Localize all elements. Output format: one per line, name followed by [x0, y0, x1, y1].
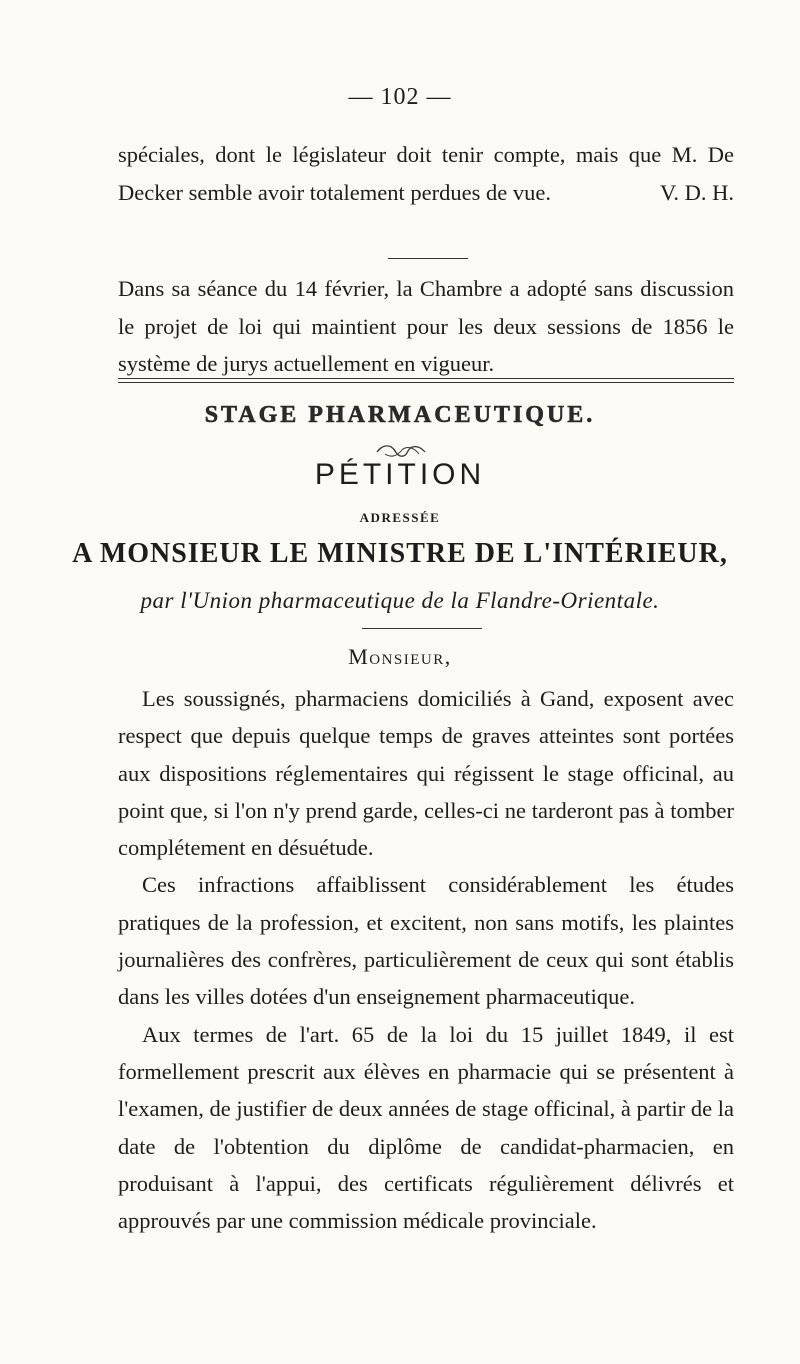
intro-line-2: [118, 174, 734, 212]
petition-paragraph-3: Aux termes de l'art. 65 de la loi du 15 juillet 1849, il est formellement prescrit aux élèves en pharmacie qui se présentent à l'examen, de justifier de deux années de stage officinal, à partir de la date de l'obtention du diplôme de candidat-pharmacien, en produisant à l'appui, des certificats régulièrement délivrés et approuvés par une commission médicale provinciale.: [118, 1021, 734, 1234]
intro-line-1: spéciales, dont le législateur doit tenir compte, mais que M. De: [118, 142, 734, 167]
petition-recipient: A MONSIEUR LE MINISTRE DE L'INTÉRIEUR,: [72, 538, 728, 569]
section-heading: STAGE PHARMACEUTIQUE.: [204, 402, 596, 428]
section-divider: [118, 378, 734, 383]
petition-addressed: ADRESSÉE: [359, 510, 441, 525]
intro-line-2-text: Decker semble avoir totalement perdues de vue.: [118, 179, 551, 205]
page-number: — 102 —: [348, 84, 452, 110]
petition-signatories: par l'Union pharmaceutique de la Flandre-Orientale.: [140, 588, 660, 613]
salutation: Monsieur,: [348, 644, 452, 669]
author-signature: V. D. H.: [660, 179, 734, 205]
petition-body: [118, 680, 734, 1239]
intro-paragraph: [118, 136, 734, 211]
petition-paragraph-2: Ces infractions affaiblissent considérablement les études pratiques de la profession, et excitent, non sans motifs, les plaintes journalières des confrères, particulièrement de ceux qui sont établis dans les villes dotées d'un enseignement pharmaceutique.: [118, 872, 734, 1010]
short-divider: [388, 258, 468, 259]
petition-divider: [362, 628, 482, 629]
petition-paragraph-1: Les soussignés, pharmaciens domiciliés à Gand, exposent avec respect que depuis quelque temps de graves atteintes sont portées aux dispositions réglementaires qui régissent le stage officinal, au point que, si l'on n'y prend garde, celles-ci ne tarderont pas à tomber complétement en désuétude.: [118, 686, 734, 861]
petition-title: PÉTITION: [314, 458, 486, 491]
session-note-paragraph: Dans sa séance du 14 février, la Chambre a adopté sans discussion le projet de loi qui maintient pour les deux sessions de 1856 le système de jurys actuellement en vigueur.: [118, 276, 734, 376]
